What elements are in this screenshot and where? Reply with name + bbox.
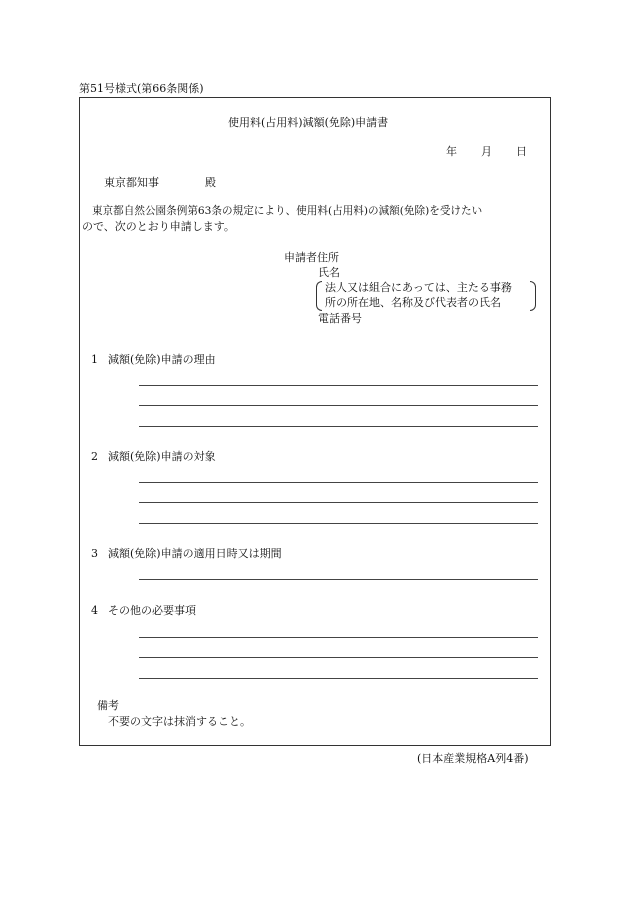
addressee-name: 東京都知事 <box>104 176 159 189</box>
section-4-line[interactable] <box>139 637 538 638</box>
note-right-bracket <box>530 281 536 311</box>
applicant-name-label: 氏名 <box>318 266 340 279</box>
section-1-line[interactable] <box>139 405 538 406</box>
applicant-address-label: 申請者住所 <box>284 251 339 264</box>
date-year[interactable]: 年 <box>446 145 457 158</box>
paper-size-note: (日本産業規格A列4番) <box>417 752 529 765</box>
section-2-line[interactable] <box>139 482 538 483</box>
addressee-honorific: 殿 <box>205 176 216 189</box>
form-title: 使用料(占用料)減額(免除)申請書 <box>228 116 389 129</box>
form-number: 第51号様式(第66条関係) <box>79 82 204 95</box>
applicant-note-line1: 法人又は組合にあっては、主たる事務 <box>325 281 512 294</box>
form-frame <box>79 97 551 746</box>
section-4-line[interactable] <box>139 657 538 658</box>
applicant-phone-label: 電話番号 <box>318 312 362 325</box>
date-month[interactable]: 月 <box>481 145 492 158</box>
section-4-number: 4 <box>91 604 98 617</box>
section-3-label: 減額(免除)申請の適用日時又は期間 <box>108 547 282 560</box>
section-3-line[interactable] <box>139 579 538 580</box>
body-text-line2: ので、次のとおり申請します。 <box>82 220 235 233</box>
applicant-note-line2: 所の所在地、名称及び代表者の氏名 <box>325 296 501 309</box>
section-1-line[interactable] <box>139 385 538 386</box>
note-left-bracket <box>316 281 322 311</box>
section-1-label: 減額(免除)申請の理由 <box>108 353 216 366</box>
section-2-label: 減額(免除)申請の対象 <box>108 450 216 463</box>
remarks-text: 不要の文字は抹消すること。 <box>108 715 251 728</box>
body-text-line1: 東京都自然公園条例第63条の規定により、使用料(占用料)の減額(免除)を受けたい <box>92 205 483 217</box>
section-2-number: 2 <box>91 450 98 463</box>
section-1-line[interactable] <box>139 426 538 427</box>
section-4-label: その他の必要事項 <box>108 604 196 617</box>
section-2-line[interactable] <box>139 523 538 524</box>
date-day[interactable]: 日 <box>516 145 527 158</box>
section-3-number: 3 <box>91 547 98 560</box>
section-2-line[interactable] <box>139 502 538 503</box>
section-1-number: 1 <box>91 353 98 366</box>
remarks-heading: 備考 <box>97 699 119 712</box>
section-4-line[interactable] <box>139 678 538 679</box>
